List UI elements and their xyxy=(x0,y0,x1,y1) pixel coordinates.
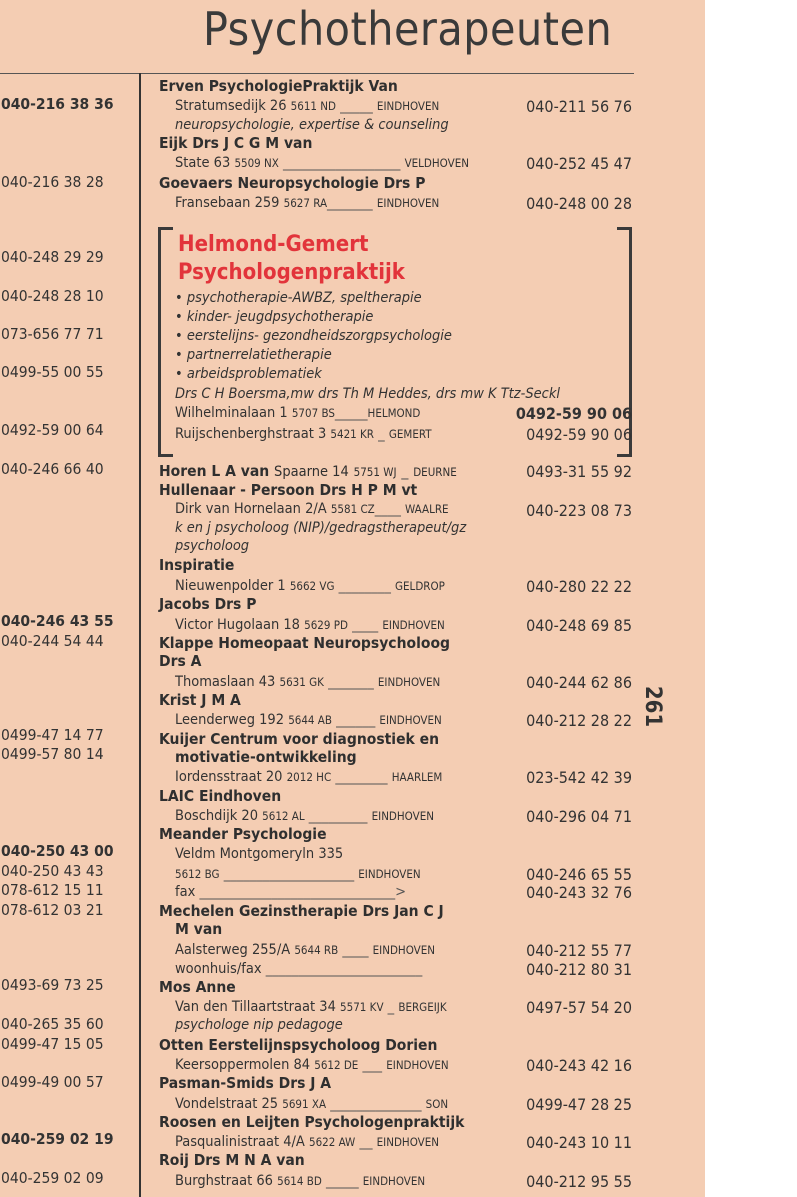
left-column-number: 040-244 54 44 xyxy=(1,632,104,650)
left-column-number: 040-259 02 09 xyxy=(1,1169,104,1187)
left-column-number: 040-248 28 10 xyxy=(1,287,104,305)
entry-note: psychologe nip pedagoge xyxy=(175,1017,343,1033)
ad-phone: 0492-59 90 06 xyxy=(515,404,632,423)
entry-address: Thomaslaan 43 5631 GK _______ EINDHOVEN xyxy=(175,674,441,690)
entry-name: Krist J M A xyxy=(159,691,241,709)
left-column-number: 0492-59 00 64 xyxy=(1,421,104,439)
left-column-number: 040-248 29 29 xyxy=(1,248,104,266)
left-column-number: 0499-49 00 57 xyxy=(1,1073,104,1091)
entry-name: Goevaers Neuropsychologie Drs P xyxy=(159,174,426,192)
ad-phone: 0492-59 90 06 xyxy=(526,425,632,444)
entry-address: Burghstraat 66 5614 BD _____ EINDHOVEN xyxy=(175,1173,426,1189)
entry-address: Vondelstraat 25 5691 XA ______________ SON xyxy=(175,1096,449,1112)
entry-address: Fransebaan 259 5627 RA_______ EINDHOVEN xyxy=(175,195,440,211)
entry-phone: 040-296 04 71 xyxy=(526,807,632,826)
left-column-number: 040-250 43 00 xyxy=(1,842,114,860)
entry-name: Meander Psychologie xyxy=(159,825,327,843)
ad-address: Ruijschenberghstraat 3 5421 KR _ GEMERT xyxy=(175,426,432,442)
entry-note: k en j psycholoog (NIP)/gedragstherapeut/gz xyxy=(175,520,467,536)
entry-phone: 040-246 65 55 xyxy=(526,865,632,884)
left-column-number: 040-216 38 28 xyxy=(1,173,104,191)
ad-title-line1: Helmond-Gemert xyxy=(178,232,369,257)
entry-phone: 040-248 00 28 xyxy=(526,194,632,213)
entry-name: Eijk Drs J C G M van xyxy=(159,134,313,152)
page-title: Psychotherapeuten xyxy=(203,2,613,56)
entry-name: Kuijer Centrum voor diagnostiek en xyxy=(159,730,440,748)
entry-phone: 040-243 42 16 xyxy=(526,1056,632,1075)
ad-title-line2: Psychologenpraktijk xyxy=(178,260,405,285)
entry-note: neuropsychologie, expertise & counseling xyxy=(175,117,449,133)
entry-note: psycholoog xyxy=(175,538,250,554)
entry-address: Pasqualinistraat 4/A 5622 AW __ EINDHOVEN xyxy=(175,1134,440,1150)
entry-phone: 040-212 55 77 xyxy=(526,941,632,960)
entry-phone: 040-280 22 22 xyxy=(526,577,632,596)
entry-phone: 040-212 95 55 xyxy=(526,1172,632,1191)
entry-address: Boschdijk 20 5612 AL _________ EINDHOVEN xyxy=(175,808,434,824)
entry-phone: 040-212 28 22 xyxy=(526,711,632,730)
left-column-number: 0499-47 15 05 xyxy=(1,1035,104,1053)
entry-phone: 040-248 69 85 xyxy=(526,616,632,635)
ad-bullet: • eerstelijns- gezondheidszorgpsychologie xyxy=(175,328,452,344)
left-column-number: 073-656 77 71 xyxy=(1,325,104,343)
entry-name: Pasman-Smids Drs J A xyxy=(159,1074,332,1092)
entry-name: Roosen en Leijten Psychologenpraktijk xyxy=(159,1113,465,1131)
left-column-number: 040-246 66 40 xyxy=(1,460,104,478)
entry-fax: fax ______________________________> xyxy=(175,884,407,900)
entry-phone: 040-252 45 47 xyxy=(526,154,632,173)
entry-address: Van den Tillaartstraat 34 5571 KV _ BERGEIJK xyxy=(175,999,447,1015)
left-column-number: 078-612 15 11 xyxy=(1,881,104,899)
entry-address: State 63 5509 NX __________________ VELDHOVEN xyxy=(175,155,469,171)
entry-name: Roij Drs M N A van xyxy=(159,1151,305,1169)
entry-phone: 040-223 08 73 xyxy=(526,501,632,520)
entry-phone: 0493-31 55 92 xyxy=(526,462,632,481)
left-column-number: 040-246 43 55 xyxy=(1,612,114,630)
entry-fax-phone: 040-243 32 76 xyxy=(526,883,632,902)
left-column-number: 040-216 38 36 xyxy=(1,95,114,113)
entry-name: Otten Eerstelijnspsycholoog Dorien xyxy=(159,1036,438,1054)
entry-name: Inspiratie xyxy=(159,556,235,574)
ad-bullet: • psychotherapie-AWBZ, speltherapie xyxy=(175,290,422,306)
entry-address: Iordensstraat 20 2012 HC ________ HAARLEM xyxy=(175,769,443,785)
left-column-number: 040-259 02 19 xyxy=(1,1130,114,1148)
ad-address: Wilhelminalaan 1 5707 BS_____HELMOND xyxy=(175,405,421,421)
left-column-number: 078-612 03 21 xyxy=(1,901,104,919)
entry-phone: 040-244 62 86 xyxy=(526,673,632,692)
entry-address: 5612 BG ____________________ EINDHOVEN xyxy=(175,866,421,882)
entry-name: Drs A xyxy=(159,652,202,670)
entry-address: Aalsterweg 255/A 5644 RB ____ EINDHOVEN xyxy=(175,942,436,958)
page-number: 261 xyxy=(640,685,666,728)
entry-name: Klappe Homeopaat Neuropsycholoog xyxy=(159,634,451,652)
header-rule xyxy=(0,73,634,74)
entry-address: Leenderweg 192 5644 AB ______ EINDHOVEN xyxy=(175,712,442,728)
entry-name: Hullenaar - Persoon Drs H P M vt xyxy=(159,481,418,499)
ad-staff: Drs C H Boersma,mw drs Th M Heddes, drs mw K Ttz-Seckl xyxy=(175,386,561,402)
entry-extra-phone: 040-212 80 31 xyxy=(526,960,632,979)
ad-bullet: • arbeidsproblematiek xyxy=(175,366,322,382)
entry-phone: 023-542 42 39 xyxy=(526,768,632,787)
entry-name: Horen L A van Spaarne 14 5751 WJ _ DEURNE xyxy=(159,462,457,480)
column-divider xyxy=(139,73,141,1197)
ad-bracket-left xyxy=(158,227,173,457)
left-column-number: 040-250 43 43 xyxy=(1,862,104,880)
left-column-number: 0499-55 00 55 xyxy=(1,363,104,381)
entry-phone: 0497-57 54 20 xyxy=(526,998,632,1017)
left-column-number: 040-265 35 60 xyxy=(1,1015,104,1033)
left-column-number: 0499-57 80 14 xyxy=(1,745,104,763)
entry-name: Mechelen Gezinstherapie Drs Jan C J xyxy=(159,902,444,920)
left-column-number: 0493-69 73 25 xyxy=(1,976,104,994)
entry-phone: 040-211 56 76 xyxy=(526,97,632,116)
entry-address: Stratumsedijk 26 5611 ND _____ EINDHOVEN xyxy=(175,98,440,114)
entry-extra: woonhuis/fax ________________________ xyxy=(175,961,423,977)
entry-phone: 0499-47 28 25 xyxy=(526,1095,632,1114)
left-column-number: 0499-47 14 77 xyxy=(1,726,104,744)
entry-name: Erven PsychologiePraktijk Van xyxy=(159,77,398,95)
entry-name: M van xyxy=(175,920,223,938)
entry-address: Keersoppermolen 84 5612 DE ___ EINDHOVEN xyxy=(175,1057,449,1073)
ad-bullet: • partnerrelatietherapie xyxy=(175,347,332,363)
entry-name: Jacobs Drs P xyxy=(159,595,257,613)
entry-address: Victor Hugolaan 18 5629 PD ____ EINDHOVEN xyxy=(175,617,445,633)
entry-name: motivatie-ontwikkeling xyxy=(175,748,357,766)
entry-address: Veldm Montgomeryln 335 xyxy=(175,846,344,862)
entry-address: Dirk van Hornelaan 2/A 5581 CZ____ WAALRE xyxy=(175,501,449,517)
entry-name: Mos Anne xyxy=(159,978,236,996)
entry-address: Nieuwenpolder 1 5662 VG ________ GELDROP xyxy=(175,578,445,594)
ad-bullet: • kinder- jeugdpsychotherapie xyxy=(175,309,374,325)
entry-name: LAIC Eindhoven xyxy=(159,787,282,805)
entry-phone: 040-243 10 11 xyxy=(526,1133,632,1152)
